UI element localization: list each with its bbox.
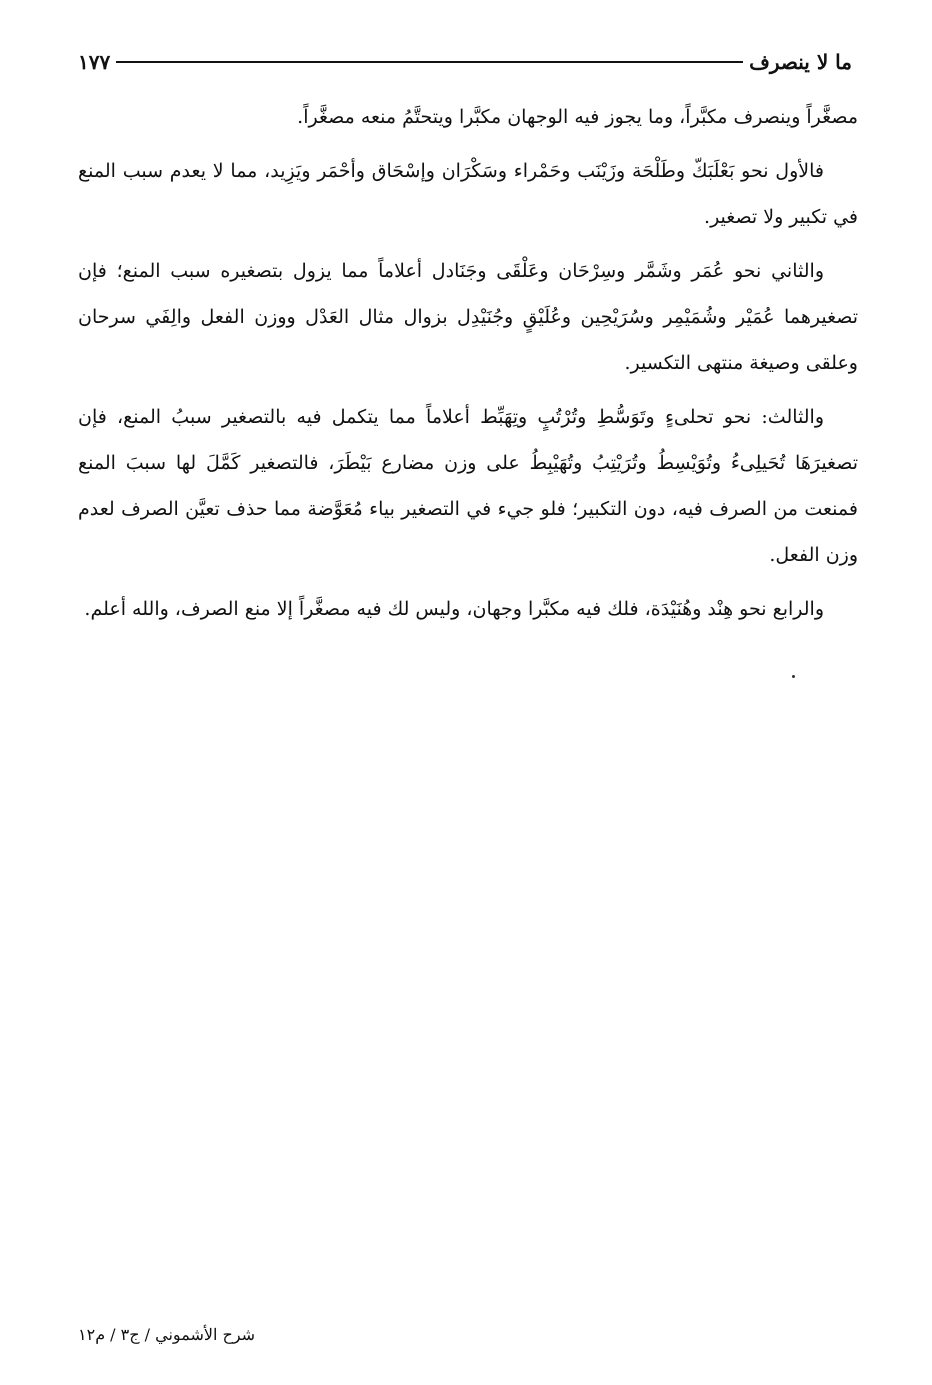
paragraph-first-type: فالأول نحو بَعْلَبَكّ وطَلْحَة وزَيْنَب وحَمْراء وسَكْرَان وإسْحَاق وأحْمَر ويَزِيد، مما لا يعدم سبب المنع في تكبير ولا تصغير. [78, 160, 858, 228]
paragraph-fourth-type: والرابع نحو هِنْد وهُنَيْدَة، فلك فيه مكبَّرا وجهان، وليس لك فيه مصغَّراً إلا منع الصرف، والله أعلم. [84, 598, 824, 620]
paragraph-continuation: مصغَّراً وينصرف مكبَّراً، وما يجوز فيه الوجهان مكبَّرا ويتحتَّمُ منعه مصغَّراً. [297, 106, 858, 128]
paragraph-second-type: والثاني نحو عُمَر وشَمَّر وسِرْحَان وعَلْقَى وجَنَادل أعلاماً مما يزول بتصغيره سبب المنع؛ فإن تصغيرهما عُمَيْر وشُمَيْمِر وسُرَيْحِين وعُلَيْقٍ وجُنَيْدِل بزوال مثال العَدْل ووزن الفعل والِفَي سرحان وعلقى وصيغة منتهى التكسير. [78, 260, 858, 374]
paragraph-third-type: والثالث: نحو تحلىءٍ وتَوَسُّطِ وتُرْتُبٍ وتِهَبِّط أعلاماً مما يتكمل فيه بالتصغير سببُ المنع، فإن تصغيرَهَا تُحَيلِىءُ وتُوَيْسِطُ وتُرَيْتِبُ وتُهَيْبِطُ على وزن مضارع بَيْطَرَ، فالتصغير كَمَّلَ لها سببَ المنع فمنعت من الصرف فيه، دون التكبير؛ فلو جيء في التصغير بياء مُعَوَّضة مما حذف تعيَّن الصرف لعدم وزن الفعل. [78, 406, 858, 566]
main-text [78, 94, 858, 640]
stray-dot-mark [792, 675, 795, 678]
running-header [78, 42, 852, 82]
chapter-title: ما لا ينصرف [749, 50, 852, 74]
header-rule [116, 61, 743, 63]
page-number: ١٧٧ [78, 50, 111, 74]
footer-signature: شرح الأشموني / ج٣ / م١٢ [78, 1325, 256, 1344]
